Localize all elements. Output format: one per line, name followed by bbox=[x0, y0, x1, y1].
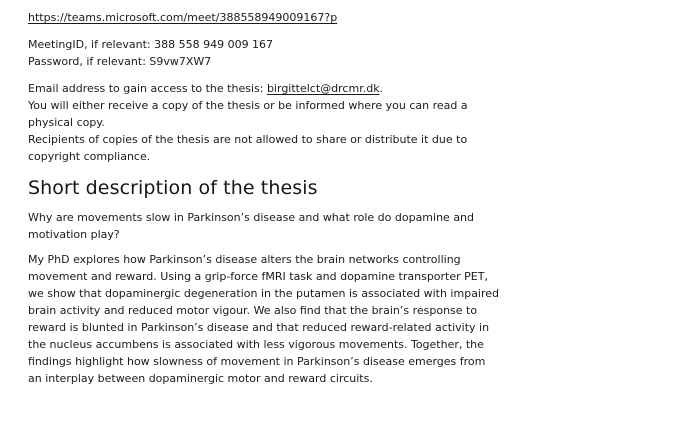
thesis-summary-paragraph bbox=[28, 251, 668, 387]
password-line: Password, if relevant: S9vw7XW7 bbox=[28, 55, 212, 68]
research-question-line-1: Why are movements slow in Parkinson’s disease and what role do dopamine and bbox=[28, 211, 475, 224]
copy-info-line-2: physical copy. bbox=[28, 116, 105, 129]
email-suffix-text: . bbox=[379, 82, 384, 95]
summary-line: My PhD explores how Parkinson’s disease alters the brain networks controlling bbox=[28, 253, 461, 266]
spacer bbox=[28, 243, 668, 251]
meeting-id-line: MeetingID, if relevant: 388 558 949 009 167 bbox=[28, 38, 274, 51]
spacer bbox=[28, 26, 668, 36]
section-heading: Short description of the thesis bbox=[28, 177, 318, 199]
teams-meeting-link[interactable]: https://teams.microsoft.com/meet/388558949009167?p bbox=[28, 11, 338, 24]
spacer bbox=[28, 70, 668, 80]
recipients-line-2: copyright compliance. bbox=[28, 150, 151, 163]
email-link[interactable]: birgittelct@drcmr.dk bbox=[266, 82, 380, 95]
thesis-info-document bbox=[28, 9, 668, 387]
summary-line: movement and reward. Using a grip-force fMRI task and dopamine transporter PET, bbox=[28, 270, 488, 283]
meeting-link-line bbox=[28, 9, 668, 26]
spacer bbox=[28, 201, 668, 209]
research-question-line-2: motivation play? bbox=[28, 228, 120, 241]
summary-line: reward is blunted in Parkinson’s disease and that reduced reward-related activity in bbox=[28, 321, 490, 334]
summary-line: we show that dopaminergic degeneration in the putamen is associated with impaired bbox=[28, 287, 500, 300]
recipients-line-1: Recipients of copies of the thesis are not allowed to share or distribute it due to bbox=[28, 133, 468, 146]
summary-line: the nucleus accumbens is associated with less vigorous movements. Together, the bbox=[28, 338, 484, 351]
summary-line: an interplay between dopaminergic motor and reward circuits. bbox=[28, 372, 373, 385]
spacer bbox=[28, 165, 668, 175]
summary-line: findings highlight how slowness of movement in Parkinson’s disease emerges from bbox=[28, 355, 486, 368]
summary-line: brain activity and reduced motor vigour. We also find that the brain’s response to bbox=[28, 304, 478, 317]
email-prefix-text: Email address to gain access to the thesis: bbox=[28, 82, 267, 95]
copy-info-line-1: You will either receive a copy of the thesis or be informed where you can read a bbox=[28, 99, 468, 112]
email-access-line bbox=[28, 80, 668, 97]
